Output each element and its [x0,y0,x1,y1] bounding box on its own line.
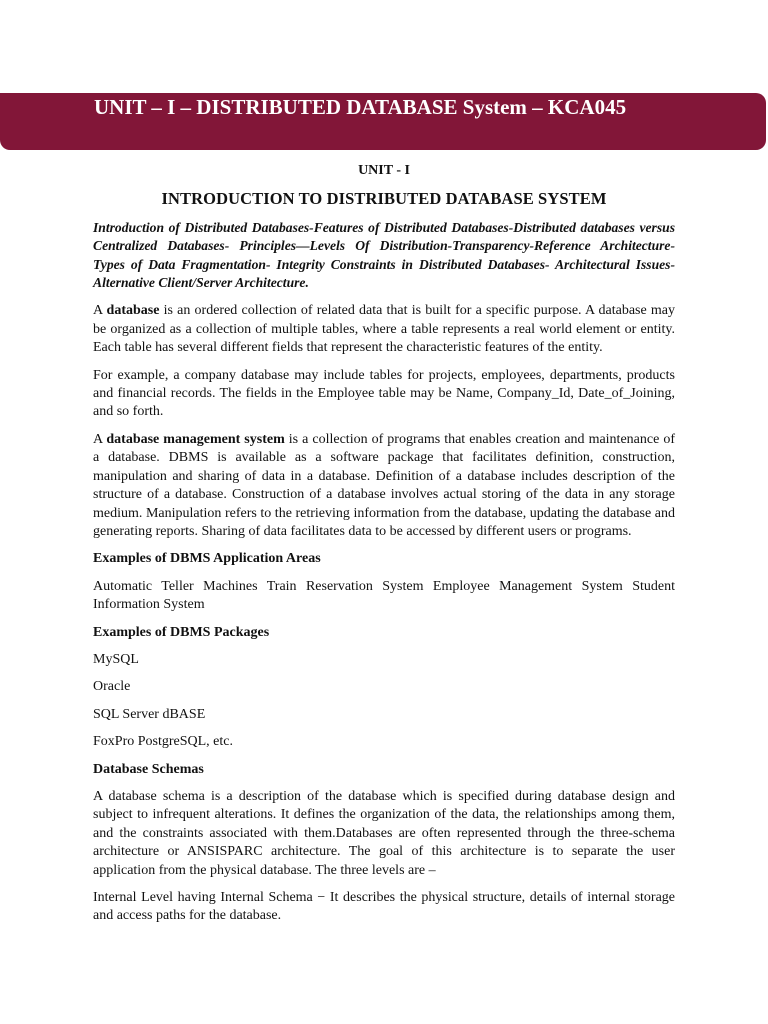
unit-label: UNIT - I [358,163,410,178]
app-areas-heading: Examples of DBMS Application Areas [93,551,321,567]
term-database: database [106,303,160,319]
package-item: SQL Server dBASE [93,706,206,722]
term-dbms: database management system [106,431,285,447]
schemas-text: A database schema is a description of the database which is specified during database design and subject to infrequent alterations. It defines the organization of the data, the relationships among them, and the constraints associated with them.Databases are often represented through the three-schema architecture or ANSISPARC architecture. The goal of this architecture is to separate the user application from the physical database. The three levels are – [93,788,675,878]
database-definition-paragraph [93,302,675,357]
package-item: FoxPro PostgreSQL, etc. [93,734,233,750]
packages-heading: Examples of DBMS Packages [93,624,270,640]
intro-topics: Introduction of Distributed Databases-Features of Distributed Databases-Distributed databases versus Centralized Databases- Principles—Levels Of Distribution-Transparency-Reference Architecture- Types of Data Fragmentation- Integrity Constraints in Distributed Databases- Architectural Issues- Alternative Client/Server Architecture. [93,219,675,291]
page-content [93,162,675,935]
para3-rest: is a collection of programs that enables creation and maintenance of a database. DBMS is available as a software package that facilitates definition, construction, manipulation and sharing of data in a database. Definition of a database includes description of the structure of a database. Construction of a database involves actual storing of the data in any storage medium. Manipulation refers to the retrieving information from the database, updating the database and generating reports. Sharing of data facilitates data to be accessed by different users or programs. [93,431,675,539]
schemas-heading: Database Schemas [93,761,204,777]
main-heading: INTRODUCTION TO DISTRIBUTED DATABASE SYSTEM [161,189,607,209]
app-areas-text: Automatic Teller Machines Train Reservation System Employee Management System Student Information System [93,578,675,613]
package-item: Oracle [93,679,131,695]
para1-prefix: A [93,303,107,319]
example-paragraph: For example, a company database may include tables for projects, employees, departments, products and financial records. The fields in the Employee table may be Name, Company_Id, Date_of_Joining, and so forth. [93,367,675,420]
package-item: MySQL [93,651,139,667]
dbms-definition-paragraph [93,431,675,541]
para3-prefix: A [93,431,107,447]
para1-rest: is an ordered collection of related data that is built for a specific purpose. A database may be organized as a collection of multiple tables, where a table represents a real world element or entity. Each table has several different fields that represent the characteristic features of the entity. [93,303,675,356]
document-title: UNIT – I – DISTRIBUTED DATABASE System – KCA045 [94,95,627,119]
internal-level-text: Internal Level having Internal Schema − It describes the physical structure, details of internal storage and access paths for the database. [93,890,675,924]
